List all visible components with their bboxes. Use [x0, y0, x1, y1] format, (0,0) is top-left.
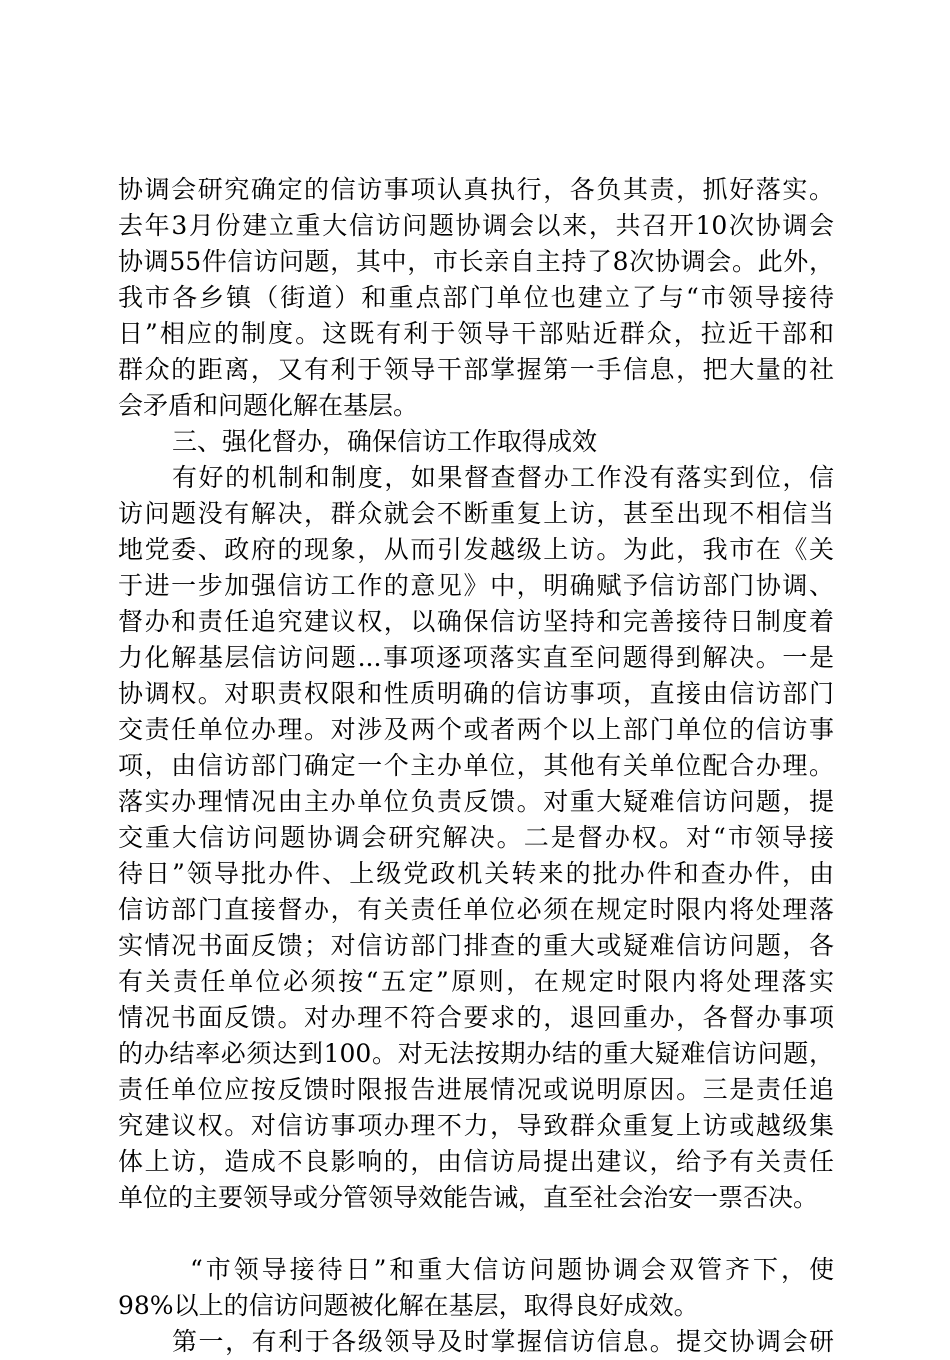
- text-line: 协调55件信访问题，其中，市长亲自主持了8次协调会。此外，: [118, 247, 834, 276]
- text-line: 第一，有利于各级领导及时掌握信访信息。提交协调会研: [172, 1327, 834, 1356]
- text-line: 群众的距离，又有利于领导干部掌握第一手信息，把大量的社: [118, 355, 834, 384]
- text-line: 实情况书面反馈；对信访部门排查的重大或疑难信访问题，各: [118, 931, 834, 960]
- text-line: 项，由信访部门确定一个主办单位，其他有关单位配合办理。: [118, 751, 834, 780]
- text-line: 交责任单位办理。对涉及两个或者两个以上部门单位的信访事: [118, 715, 834, 744]
- text-line: 督办和责任追究建议权，以确保信访坚持和完善接待日制度着: [118, 607, 834, 636]
- text-line: 待日”领导批办件、上级党政机关转来的批办件和查办件，由: [118, 859, 834, 888]
- text-line: 情况书面反馈。对办理不符合要求的，退回重办，各督办事项: [118, 1003, 834, 1032]
- text-line: 有关责任单位必须按“五定”原则，在规定时限内将处理落实: [118, 967, 834, 996]
- text-line: 地党委、政府的现象，从而引发越级上访。为此，我市在《关: [118, 535, 834, 564]
- text-line: 信访部门直接督办，有关责任单位必须在规定时限内将处理落: [118, 895, 834, 924]
- text-line: 交重大信访问题协调会研究解决。二是督办权。对“市领导接: [118, 823, 834, 852]
- text-line: 于进一步加强信访工作的意见》中，明确赋予信访部门协调、: [118, 571, 834, 600]
- section-heading: 三、强化督办，确保信访工作取得成效: [172, 427, 598, 456]
- text-line: 单位的主要领导或分管领导效能告诫，直至社会治安一票否决。: [118, 1183, 819, 1212]
- text-line: 访问题没有解决，群众就会不断重复上访，甚至出现不相信当: [118, 499, 834, 528]
- text-line: 的办结率必须达到100。对无法按期办结的重大疑难信访问题，: [118, 1039, 834, 1068]
- text-line: 我市各乡镇（街道）和重点部门单位也建立了与“市领导接待: [118, 283, 834, 312]
- text-line: 协调权。对职责权限和性质明确的信访事项，直接由信访部门: [118, 679, 834, 708]
- text-line: “市领导接待日”和重大信访问题协调会双管齐下，使: [190, 1255, 834, 1284]
- text-line: 协调会研究确定的信访事项认真执行，各负其责，抓好落实。: [118, 175, 834, 204]
- text-line: 去年3月份建立重大信访问题协调会以来，共召开10次协调会: [118, 211, 834, 240]
- text-line: 体上访，造成不良影响的，由信访局提出建议，给予有关责任: [118, 1147, 834, 1176]
- text-line: 有好的机制和制度，如果督查督办工作没有落实到位，信: [172, 463, 834, 492]
- text-line: 98%以上的信访问题被化解在基层，取得良好成效。: [118, 1291, 699, 1320]
- text-line: 究建议权。对信访事项办理不力，导致群众重复上访或越级集: [118, 1111, 834, 1140]
- text-line: 落实办理情况由主办单位负责反馈。对重大疑难信访问题，提: [118, 787, 834, 816]
- text-line: 责任单位应按反馈时限报告进展情况或说明原因。三是责任追: [118, 1075, 834, 1104]
- text-line: 力化解基层信访问题...事项逐项落实直至问题得到解决。一是: [118, 643, 834, 672]
- text-line: 日”相应的制度。这既有利于领导干部贴近群众，拉近干部和: [118, 319, 834, 348]
- text-line: 会矛盾和问题化解在基层。: [118, 391, 419, 420]
